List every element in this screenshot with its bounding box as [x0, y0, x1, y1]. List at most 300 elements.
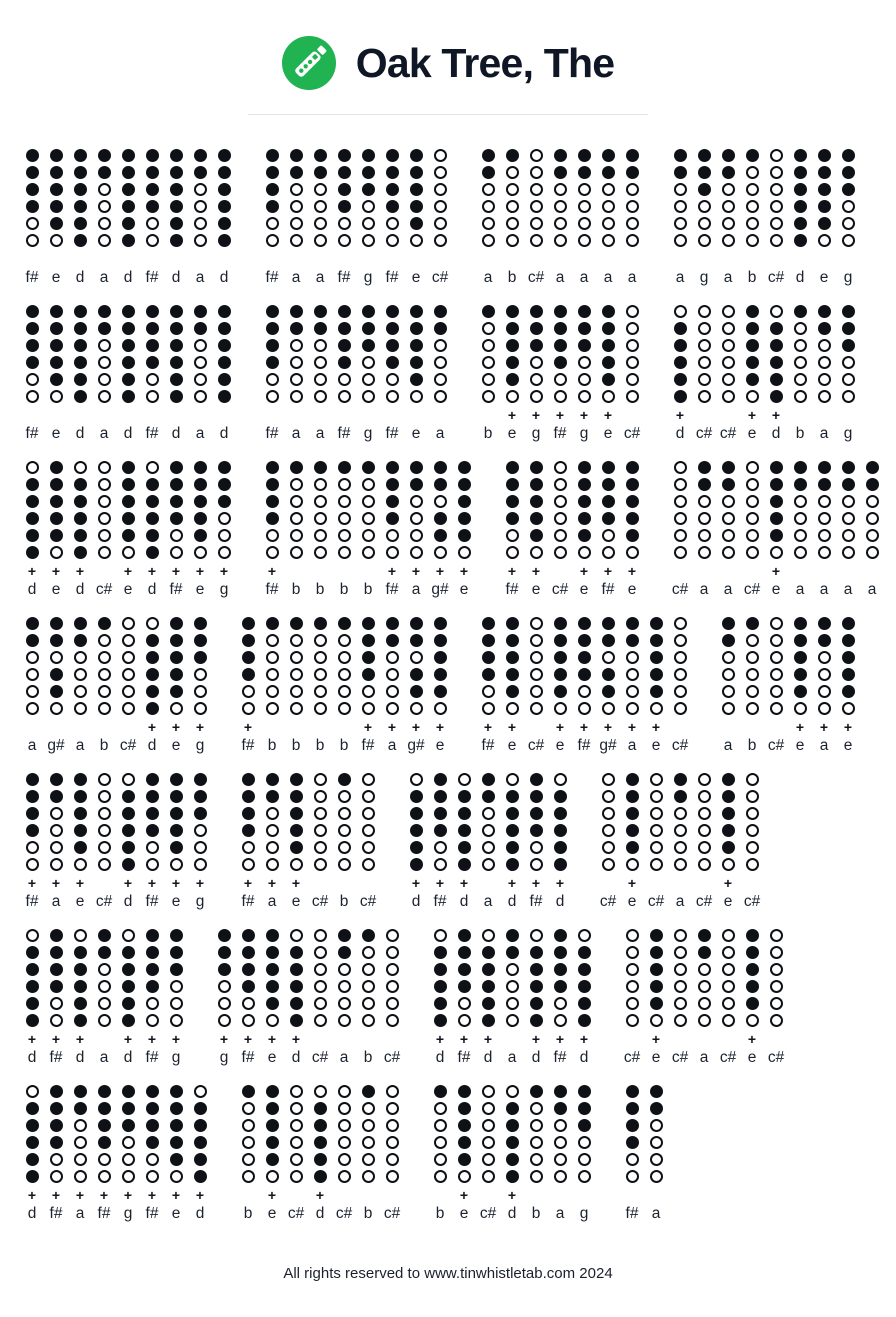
note-label: b	[483, 425, 493, 442]
hole-dot	[794, 668, 807, 681]
hole-dot	[554, 512, 567, 525]
octave-plus-marker: +	[387, 719, 397, 735]
hole-dot	[746, 478, 759, 491]
hole-dot	[410, 373, 423, 386]
hole-dot	[842, 546, 855, 559]
hole-dot	[194, 685, 207, 698]
hole-dot	[98, 807, 111, 820]
hole-dot	[722, 1014, 735, 1027]
tab-group	[625, 929, 783, 1067]
hole-dot	[506, 1170, 519, 1183]
note-label: g#	[47, 737, 65, 754]
hole-dot	[746, 929, 759, 942]
hole-dot	[722, 702, 735, 715]
octave-plus-marker: +	[627, 719, 637, 735]
hole-dot	[146, 1153, 159, 1166]
note-column	[385, 305, 399, 443]
note-label: b	[363, 581, 373, 598]
hole-dot	[50, 946, 63, 959]
hole-dot	[122, 773, 135, 786]
hole-dot	[818, 529, 831, 542]
hole-dot	[410, 461, 423, 474]
hole-dot	[626, 305, 639, 318]
octave-plus-marker: +	[171, 563, 181, 579]
hole-dot	[266, 529, 279, 542]
hole-dot	[386, 339, 399, 352]
hole-dot	[722, 322, 735, 335]
hole-dot	[122, 634, 135, 647]
hole-dot	[506, 390, 519, 403]
note-label: a	[819, 425, 829, 442]
hole-dot	[26, 390, 39, 403]
hole-dot	[50, 668, 63, 681]
hole-dot	[26, 234, 39, 247]
note-label: a	[75, 1205, 85, 1222]
hole-dot	[26, 478, 39, 491]
hole-dot	[770, 339, 783, 352]
hole-dot	[770, 963, 783, 976]
hole-dot	[482, 685, 495, 698]
octave-plus-marker: +	[555, 719, 565, 735]
hole-dot	[362, 963, 375, 976]
hole-dot	[650, 824, 663, 837]
hole-dot	[434, 322, 447, 335]
hole-dot	[362, 495, 375, 508]
hole-dot	[650, 790, 663, 803]
tab-row	[25, 461, 886, 599]
hole-dot	[770, 166, 783, 179]
note-column	[577, 149, 591, 287]
hole-dot	[194, 356, 207, 369]
hole-dot	[362, 339, 375, 352]
hole-dot	[602, 356, 615, 369]
hole-dot	[290, 1085, 303, 1098]
note-label: d	[171, 425, 181, 442]
note-label: e	[171, 893, 181, 910]
hole-dot	[410, 183, 423, 196]
hole-dot	[98, 1014, 111, 1027]
note-column	[193, 773, 207, 911]
note-label: b	[291, 581, 301, 598]
note-label: d	[147, 581, 157, 598]
hole-dot	[362, 824, 375, 837]
hole-dot	[506, 546, 519, 559]
hole-dot	[746, 461, 759, 474]
hole-dot	[746, 858, 759, 871]
hole-dot	[722, 149, 735, 162]
hole-dot	[266, 390, 279, 403]
note-label: d	[795, 269, 805, 286]
hole-dot	[74, 478, 87, 491]
hole-dot	[674, 234, 687, 247]
octave-plus-marker: +	[387, 563, 397, 579]
hole-dot	[74, 1170, 87, 1183]
hole-dot	[698, 373, 711, 386]
hole-dot	[818, 322, 831, 335]
note-label: c#	[527, 737, 545, 754]
hole-dot	[650, 617, 663, 630]
note-label: a	[507, 1049, 517, 1066]
note-column	[193, 617, 207, 755]
note-column	[121, 461, 135, 599]
hole-dot	[386, 634, 399, 647]
hole-dot	[26, 495, 39, 508]
note-column	[265, 929, 279, 1067]
note-label: e	[411, 269, 421, 286]
hole-dot	[842, 339, 855, 352]
hole-dot	[578, 478, 591, 491]
hole-dot	[146, 634, 159, 647]
note-column	[577, 305, 591, 443]
hole-dot	[578, 373, 591, 386]
hole-dot	[554, 217, 567, 230]
hole-dot	[602, 685, 615, 698]
note-label: f#	[601, 581, 615, 598]
hole-dot	[530, 1119, 543, 1132]
hole-dot	[98, 946, 111, 959]
hole-dot	[530, 373, 543, 386]
hole-dot	[290, 529, 303, 542]
hole-dot	[314, 183, 327, 196]
hole-dot	[746, 217, 759, 230]
note-column	[265, 617, 279, 755]
hole-dot	[578, 963, 591, 976]
hole-dot	[410, 634, 423, 647]
octave-plus-marker: +	[411, 563, 421, 579]
hole-dot	[506, 946, 519, 959]
hole-dot	[578, 305, 591, 318]
hole-dot	[578, 356, 591, 369]
hole-dot	[338, 200, 351, 213]
note-label: a	[819, 581, 829, 598]
hole-dot	[530, 963, 543, 976]
hole-dot	[314, 356, 327, 369]
hole-dot	[386, 546, 399, 559]
note-label: d	[579, 1049, 589, 1066]
note-column	[505, 305, 519, 443]
hole-dot	[434, 1170, 447, 1183]
hole-dot	[482, 1102, 495, 1115]
hole-dot	[698, 149, 711, 162]
octave-plus-marker: +	[51, 1187, 61, 1203]
tab-group	[25, 1085, 207, 1223]
hole-dot	[626, 841, 639, 854]
hole-dot	[26, 183, 39, 196]
hole-dot	[170, 512, 183, 525]
hole-dot	[434, 980, 447, 993]
hole-dot	[602, 651, 615, 664]
hole-dot	[674, 773, 687, 786]
hole-dot	[266, 546, 279, 559]
hole-dot	[482, 651, 495, 664]
hole-dot	[218, 512, 231, 525]
hole-dot	[266, 478, 279, 491]
note-column	[673, 305, 687, 443]
hole-dot	[794, 234, 807, 247]
hole-dot	[818, 305, 831, 318]
hole-dot	[530, 478, 543, 491]
hole-dot	[362, 546, 375, 559]
hole-dot	[410, 529, 423, 542]
hole-dot	[314, 997, 327, 1010]
tab-row	[25, 773, 886, 911]
hole-dot	[194, 390, 207, 403]
note-label: e	[555, 737, 565, 754]
octave-plus-marker: +	[603, 407, 613, 423]
hole-dot	[146, 980, 159, 993]
hole-dot	[314, 807, 327, 820]
octave-plus-marker: +	[627, 563, 637, 579]
note-label: e	[819, 269, 829, 286]
hole-dot	[194, 461, 207, 474]
hole-dot	[266, 495, 279, 508]
hole-dot	[722, 234, 735, 247]
note-column	[361, 461, 375, 599]
hole-dot	[338, 166, 351, 179]
octave-plus-marker: +	[171, 875, 181, 891]
hole-dot	[434, 166, 447, 179]
hole-dot	[26, 963, 39, 976]
octave-plus-marker: +	[507, 563, 517, 579]
note-column	[577, 461, 591, 599]
hole-dot	[626, 929, 639, 942]
note-column	[169, 617, 183, 755]
note-label: e	[267, 1049, 277, 1066]
hole-dot	[50, 1085, 63, 1098]
hole-dot	[506, 356, 519, 369]
note-column	[793, 305, 807, 443]
octave-plus-marker: +	[75, 875, 85, 891]
hole-dot	[866, 461, 879, 474]
note-label: g#	[431, 581, 449, 598]
hole-dot	[530, 858, 543, 871]
hole-dot	[98, 702, 111, 715]
hole-dot	[674, 1014, 687, 1027]
hole-dot	[50, 773, 63, 786]
hole-dot	[698, 339, 711, 352]
note-column	[793, 149, 807, 287]
hole-dot	[482, 668, 495, 681]
note-column	[217, 929, 231, 1067]
tab-group	[265, 461, 471, 599]
hole-dot	[602, 305, 615, 318]
hole-dot	[770, 529, 783, 542]
octave-plus-marker: +	[771, 563, 781, 579]
hole-dot	[98, 390, 111, 403]
hole-dot	[170, 946, 183, 959]
hole-dot	[626, 858, 639, 871]
note-column	[409, 305, 423, 443]
hole-dot	[698, 166, 711, 179]
hole-dot	[650, 1085, 663, 1098]
note-label: b	[435, 1205, 445, 1222]
note-column	[793, 617, 807, 755]
hole-dot	[146, 1014, 159, 1027]
hole-dot	[722, 980, 735, 993]
hole-dot	[434, 685, 447, 698]
hole-dot	[698, 512, 711, 525]
hole-dot	[410, 702, 423, 715]
note-column	[337, 305, 351, 443]
note-column	[721, 149, 735, 287]
hole-dot	[170, 1153, 183, 1166]
hole-dot	[122, 963, 135, 976]
hole-dot	[218, 390, 231, 403]
hole-dot	[650, 929, 663, 942]
hole-dot	[290, 546, 303, 559]
hole-dot	[554, 929, 567, 942]
hole-dot	[554, 234, 567, 247]
hole-dot	[362, 929, 375, 942]
hole-dot	[290, 807, 303, 820]
note-column	[817, 617, 831, 755]
hole-dot	[242, 1102, 255, 1115]
hole-dot	[770, 390, 783, 403]
note-column	[673, 617, 687, 755]
hole-dot	[26, 929, 39, 942]
hole-dot	[386, 322, 399, 335]
hole-dot	[722, 166, 735, 179]
note-label: f#	[265, 581, 279, 598]
hole-dot	[266, 685, 279, 698]
note-column	[505, 1085, 519, 1223]
hole-dot	[242, 651, 255, 664]
hole-dot	[410, 685, 423, 698]
hole-dot	[146, 183, 159, 196]
hole-dot	[50, 461, 63, 474]
note-label: e	[51, 581, 61, 598]
page-title: Oak Tree, The	[355, 39, 615, 86]
hole-dot	[578, 217, 591, 230]
hole-dot	[122, 1136, 135, 1149]
note-label: a	[411, 581, 421, 598]
note-column	[457, 1085, 471, 1223]
hole-dot	[650, 668, 663, 681]
hole-dot	[554, 149, 567, 162]
note-column	[625, 305, 639, 443]
hole-dot	[314, 217, 327, 230]
hole-dot	[170, 963, 183, 976]
note-label: g	[171, 1049, 181, 1066]
hole-dot	[434, 512, 447, 525]
hole-dot	[866, 495, 879, 508]
hole-dot	[290, 495, 303, 508]
hole-dot	[98, 478, 111, 491]
note-label: c#	[719, 425, 737, 442]
hole-dot	[650, 980, 663, 993]
hole-dot	[362, 512, 375, 525]
note-column	[385, 617, 399, 755]
note-label: c#	[695, 425, 713, 442]
note-label: f#	[625, 1205, 639, 1222]
hole-dot	[338, 1170, 351, 1183]
hole-dot	[434, 1102, 447, 1115]
note-label: a	[867, 581, 877, 598]
hole-dot	[386, 651, 399, 664]
octave-plus-marker: +	[507, 719, 517, 735]
hole-dot	[314, 980, 327, 993]
hole-dot	[770, 980, 783, 993]
note-column	[697, 149, 711, 287]
hole-dot	[146, 217, 159, 230]
hole-dot	[194, 1170, 207, 1183]
hole-dot	[290, 339, 303, 352]
hole-dot	[74, 668, 87, 681]
hole-dot	[194, 322, 207, 335]
hole-dot	[362, 217, 375, 230]
octave-plus-marker: +	[795, 719, 805, 735]
octave-plus-marker: +	[51, 563, 61, 579]
hole-dot	[818, 512, 831, 525]
note-column	[745, 929, 759, 1067]
hole-dot	[626, 651, 639, 664]
hole-dot	[290, 217, 303, 230]
note-column	[745, 461, 759, 599]
hole-dot	[170, 858, 183, 871]
hole-dot	[194, 234, 207, 247]
hole-dot	[146, 529, 159, 542]
note-label: e	[267, 1205, 277, 1222]
octave-plus-marker: +	[219, 563, 229, 579]
hole-dot	[746, 773, 759, 786]
hole-dot	[386, 461, 399, 474]
hole-dot	[290, 929, 303, 942]
hole-dot	[578, 234, 591, 247]
note-label: a	[267, 893, 277, 910]
note-column	[433, 929, 447, 1067]
hole-dot	[818, 617, 831, 630]
octave-plus-marker: +	[267, 1031, 277, 1047]
hole-dot	[74, 166, 87, 179]
hole-dot	[866, 478, 879, 491]
hole-dot	[554, 702, 567, 715]
note-column	[289, 149, 303, 287]
hole-dot	[74, 1014, 87, 1027]
note-column	[217, 461, 231, 599]
octave-plus-marker: +	[315, 1187, 325, 1203]
hole-dot	[698, 200, 711, 213]
hole-dot	[578, 1102, 591, 1115]
hole-dot	[170, 617, 183, 630]
hole-dot	[506, 495, 519, 508]
hole-dot	[290, 356, 303, 369]
hole-dot	[386, 1102, 399, 1115]
hole-dot	[842, 322, 855, 335]
hole-dot	[434, 1014, 447, 1027]
hole-dot	[218, 200, 231, 213]
octave-plus-marker: +	[219, 1031, 229, 1047]
note-label: f#	[529, 893, 543, 910]
note-column	[121, 929, 135, 1067]
octave-plus-marker: +	[483, 719, 493, 735]
hole-dot	[530, 546, 543, 559]
hole-dot	[242, 1136, 255, 1149]
hole-dot	[770, 183, 783, 196]
hole-dot	[170, 841, 183, 854]
hole-dot	[506, 166, 519, 179]
hole-dot	[170, 166, 183, 179]
hole-dot	[650, 807, 663, 820]
hole-dot	[530, 651, 543, 664]
hole-dot	[722, 858, 735, 871]
tab-group	[265, 305, 447, 443]
hole-dot	[386, 963, 399, 976]
note-column	[169, 149, 183, 287]
hole-dot	[602, 183, 615, 196]
hole-dot	[554, 790, 567, 803]
note-column	[25, 773, 39, 911]
note-column	[313, 773, 327, 911]
